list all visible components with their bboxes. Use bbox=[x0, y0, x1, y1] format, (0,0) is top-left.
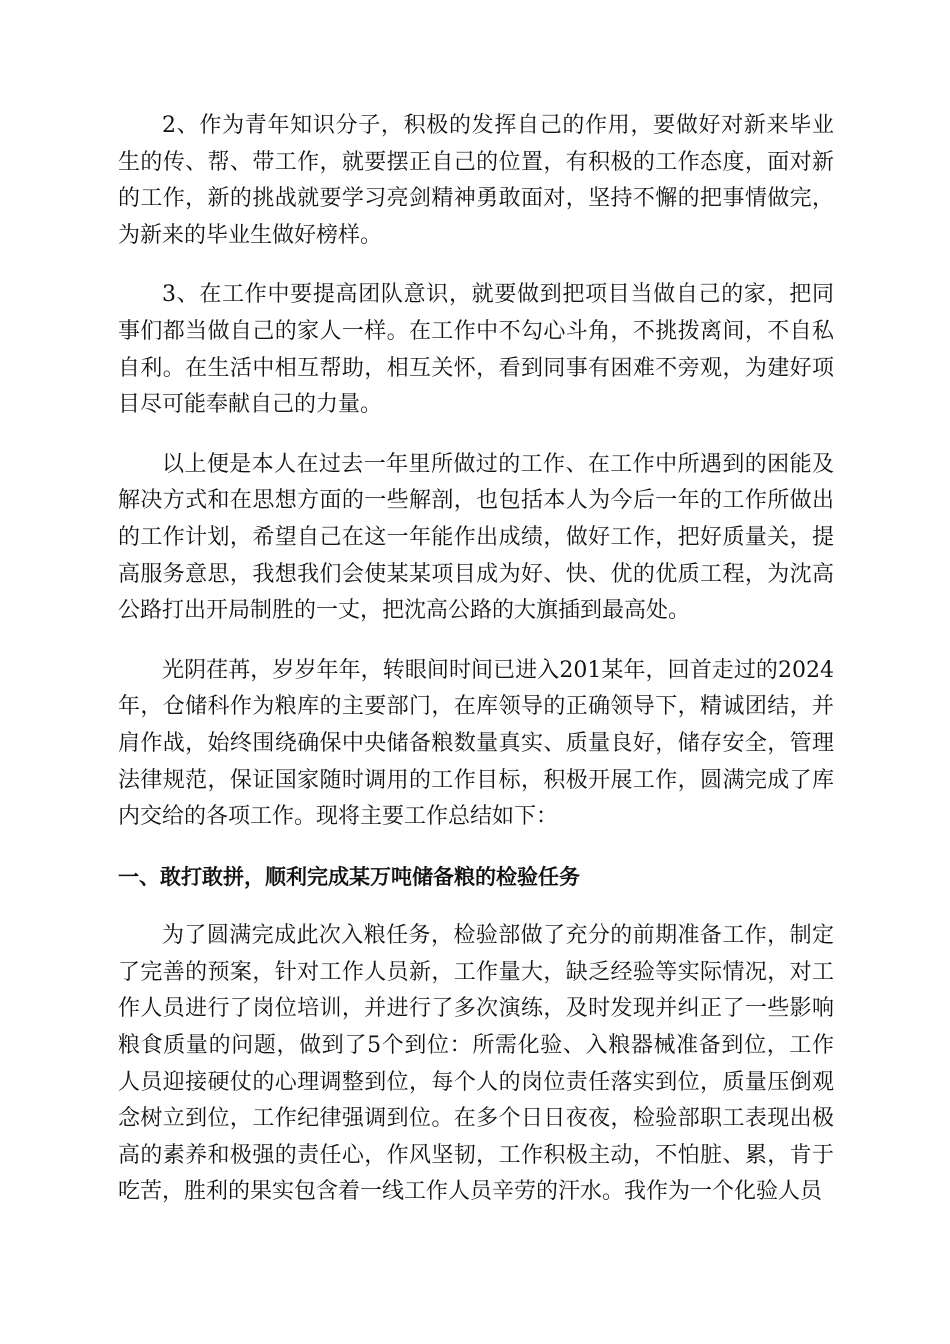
paragraph-team-awareness: 3、在工作中要提高团队意识，就要做到把项目当做自己的家，把同事们都当做自己的家人一样。在工作中不勾心斗角，不挑拨离间，不自私自利。在生活中相互帮助，相互关怀，看到同事有困难不旁观，为建好项目尽可能奉献自己的力量。 bbox=[118, 282, 834, 418]
section-heading: 一、敢打敢拼，顺利完成某万吨储备粮的检验任务 bbox=[118, 864, 580, 889]
paragraph-inspection-task: 为了圆满完成此次入粮任务，检验部做了充分的前期准备工作，制定了完善的预案，针对工作人员新，工作量大，缺乏经验等实际情况，对工作人员进行了岗位培训，并进行了多次演练，及时发现并纠正了一些影响粮食质量的问题，做到了5个到位：所需化验、入粮器械准备到位，工作人员迎接硬仗的心理调整到位，每个人的岗位责任落实到位，质量压倒观念树立到位，工作纪律强调到位。在多个日日夜夜，检验部职工表现出极高的素养和极强的责任心，作风坚韧，工作积极主动，不怕脏、累，肯于吃苦，胜利的果实包含着一线工作人员辛劳的汗水。我作为一个化验人员 bbox=[118, 923, 834, 1205]
paragraph-year-review: 光阴荏苒，岁岁年年，转眼间时间已进入201某年，回首走过的2024年，仓储科作为粮库的主要部门，在库领导的正确领导下，精诚团结，并肩作战，始终围绕确保中央储备粮数量真实、质量良好，储存安全，管理法律规范，保证国家随时调用的工作目标，积极开展工作，圆满完成了库内交给的各项工作。现将主要工作总结如下： bbox=[118, 657, 834, 830]
paragraph-summary-plan: 以上便是本人在过去一年里所做过的工作、在工作中所遇到的困能及解决方式和在思想方面的一些解剖，也包括本人为今后一年的工作所做出的工作计划，希望自己在这一年能作出成绩，做好工作，把好质量关，提高服务意思，我想我们会使某某项目成为好、快、优的优质工程，为沈高公路打出开局制胜的一丈，把沈高公路的大旗插到最高处。 bbox=[118, 451, 834, 624]
document-page bbox=[118, 108, 834, 1234]
paragraph-youth-role: 2、作为青年知识分子，积极的发挥自己的作用，要做好对新来毕业生的传、帮、带工作，就要摆正自己的位置，有积极的工作态度，面对新的工作，新的挑战就要学习亮剑精神勇敢面对，坚持不懈的把事情做完，为新来的毕业生做好榜样。 bbox=[118, 113, 834, 248]
